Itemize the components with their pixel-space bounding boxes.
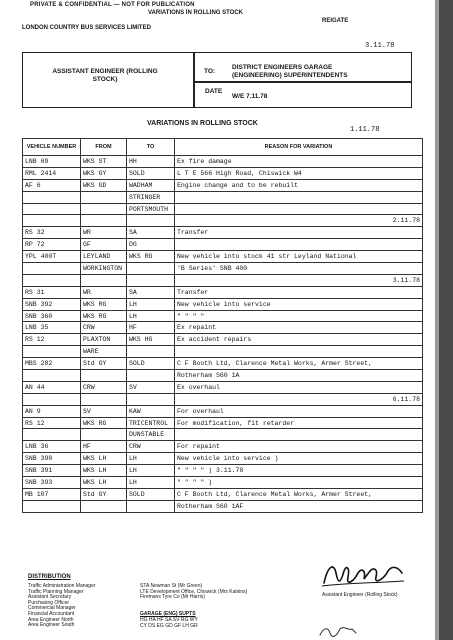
cell-to: WADHAM xyxy=(127,179,175,191)
distribution-entry: STA Newman St (Mr Green) xyxy=(140,583,203,589)
table-row xyxy=(23,453,423,465)
signature-title: Assistant Engineer (Rolling Stock) xyxy=(322,592,398,598)
cell-vehicle-number xyxy=(23,370,81,382)
cell-to: LH xyxy=(127,453,175,465)
to-label: TO: xyxy=(204,68,216,75)
cell-reason: 6.11.78 xyxy=(175,393,423,405)
distribution-entry: Commercial Manager xyxy=(28,605,76,612)
cell-from: WARE xyxy=(81,346,127,358)
cell-to: SA xyxy=(127,286,175,298)
cell-reason: " " " " ) 3.11.78 xyxy=(175,465,423,477)
cell-to xyxy=(127,370,175,382)
cell-vehicle-number: YPL 400T xyxy=(23,251,81,263)
cell-to: CRW xyxy=(127,441,175,453)
cell-vehicle-number: RS 31 xyxy=(23,286,81,298)
table-row xyxy=(23,346,423,358)
table-header-row xyxy=(23,139,423,156)
table-row xyxy=(23,179,423,191)
location: REIGATE xyxy=(322,18,349,24)
cell-reason xyxy=(175,429,423,441)
table-row xyxy=(23,334,423,346)
cell-from: WKS RG xyxy=(81,310,127,322)
distribution-list-internal xyxy=(28,584,128,629)
cell-to xyxy=(127,215,175,227)
address-divider-horizontal xyxy=(193,81,411,83)
cell-from: WKS RG xyxy=(81,417,127,429)
cell-from: WKS LH xyxy=(81,465,127,477)
cell-vehicle-number: AN 44 xyxy=(23,381,81,393)
cell-from xyxy=(81,500,127,512)
cell-reason xyxy=(175,203,423,215)
cell-to: DG xyxy=(127,239,175,251)
cell-reason xyxy=(175,239,423,251)
table-title-date: 1.11.78 xyxy=(350,126,380,134)
garage-codes xyxy=(140,618,210,629)
address-divider-vertical xyxy=(193,53,195,107)
cell-reason xyxy=(175,191,423,203)
table-row xyxy=(23,203,423,215)
cell-from: CRW xyxy=(81,381,127,393)
cell-from: WKS RG xyxy=(81,298,127,310)
cell-vehicle-number: MB 107 xyxy=(23,488,81,500)
cell-vehicle-number xyxy=(23,203,81,215)
cell-to: LH xyxy=(127,465,175,477)
cell-to: LH xyxy=(127,298,175,310)
cell-to: SOLD xyxy=(127,488,175,500)
cell-reason: Rotherham S60 1AF xyxy=(175,500,423,512)
table-row xyxy=(23,322,423,334)
table-row xyxy=(23,298,423,310)
cell-from: HF xyxy=(81,441,127,453)
table-row xyxy=(23,251,423,263)
cell-vehicle-number xyxy=(23,500,81,512)
cell-reason: Ex repaint xyxy=(175,322,423,334)
handwritten-date: 3.11.78 xyxy=(365,42,395,50)
distribution-entry: Traffic Administration Manager xyxy=(28,583,96,589)
cell-from xyxy=(81,191,127,203)
table-row xyxy=(23,358,423,370)
cell-from: WKS GD xyxy=(81,179,127,191)
cell-vehicle-number: LNB 69 xyxy=(23,156,81,168)
confidential-heading: PRIVATE & CONFIDENTIAL — NOT FOR PUBLICATION xyxy=(30,2,195,8)
table-row xyxy=(23,310,423,322)
cell-vehicle-number: SNB 390 xyxy=(23,453,81,465)
date-value: W/E 7.11.78 xyxy=(232,93,268,100)
from-department: ASSISTANT ENGINEER (ROLLING STOCK) xyxy=(52,68,158,83)
table-row xyxy=(23,393,423,405)
cell-to: KAW xyxy=(127,405,175,417)
garage-supts-title: GARAGE (ENG) SUPTS xyxy=(140,611,196,617)
organisation-name: LONDON COUNTRY BUS SERVICES LIMITED xyxy=(22,25,151,31)
cell-vehicle-number xyxy=(23,263,81,275)
cell-from: WR xyxy=(81,286,127,298)
form-subheading: VARIATIONS IN ROLLING STOCK xyxy=(148,10,244,16)
to-recipients: DISTRICT ENGINEERS GARAGE (ENGINEERING) SUPERINTENDENTS xyxy=(232,64,348,79)
table-row xyxy=(23,429,423,441)
cell-reason xyxy=(175,346,423,358)
cell-reason: Ex accident repairs xyxy=(175,334,423,346)
page-edge-dark xyxy=(439,0,453,640)
cell-from: WKS ST xyxy=(81,156,127,168)
cell-reason: For repaint xyxy=(175,441,423,453)
table-title: VARIATIONS IN ROLLING STOCK xyxy=(147,120,258,127)
cell-vehicle-number xyxy=(23,191,81,203)
cell-from: SV xyxy=(81,405,127,417)
table-row xyxy=(23,191,423,203)
cell-vehicle-number: RML 2414 xyxy=(23,167,81,179)
table-row xyxy=(23,405,423,417)
distribution-entry: Area Engineer South xyxy=(28,622,75,629)
cell-to: WKS HG xyxy=(127,334,175,346)
table-row xyxy=(23,465,423,477)
cell-from: WKS GY xyxy=(81,167,127,179)
cell-to: DUNSTABLE xyxy=(127,429,175,441)
table-row xyxy=(23,500,423,512)
distribution-title: DISTRIBUTION xyxy=(28,574,71,580)
distribution-entry: Area Engineer North xyxy=(28,616,74,623)
cell-vehicle-number: SNB 391 xyxy=(23,465,81,477)
cell-from: CRW xyxy=(81,322,127,334)
table-row xyxy=(23,370,423,382)
cell-reason: 2.11.78 xyxy=(175,215,423,227)
cell-vehicle-number xyxy=(23,274,81,286)
signature-image xyxy=(318,559,408,591)
table-row xyxy=(23,167,423,179)
cell-vehicle-number: RP 72 xyxy=(23,239,81,251)
cell-vehicle-number: SNB 360 xyxy=(23,310,81,322)
distribution-entry: Purchasing Officer xyxy=(28,599,70,606)
cell-from xyxy=(81,274,127,286)
cell-from: Std GY xyxy=(81,358,127,370)
cell-vehicle-number: SNB 392 xyxy=(23,298,81,310)
cell-from: WR xyxy=(81,227,127,239)
cell-reason: C F Booth Ltd, Clarence Metal Works, Armer Street, xyxy=(175,358,423,370)
distribution-entry: LTE Development Office, Chiswick (Mrs Kalnins) xyxy=(140,588,248,595)
cell-vehicle-number xyxy=(23,346,81,358)
header-to: TO xyxy=(127,139,175,156)
distribution-entry: Assistant Secretary xyxy=(28,594,72,601)
initials-stamp xyxy=(318,625,358,639)
cell-from xyxy=(81,370,127,382)
cell-to xyxy=(127,500,175,512)
cell-from: PLAXTON xyxy=(81,334,127,346)
cell-reason: 'B Series' SNB 400 xyxy=(175,263,423,275)
variations-table xyxy=(22,138,423,513)
cell-vehicle-number: LNB 35 xyxy=(23,322,81,334)
cell-to: TRICENTROL xyxy=(127,417,175,429)
cell-reason: 3.11.78 xyxy=(175,274,423,286)
cell-reason: " " " " xyxy=(175,310,423,322)
table-row xyxy=(23,381,423,393)
cell-vehicle-number xyxy=(23,215,81,227)
cell-reason: New vehicle into service ) xyxy=(175,453,423,465)
cell-vehicle-number: RS 12 xyxy=(23,417,81,429)
table-row xyxy=(23,441,423,453)
cell-vehicle-number: RS 32 xyxy=(23,227,81,239)
cell-reason: For overhaul xyxy=(175,405,423,417)
cell-to: HF xyxy=(127,322,175,334)
table-row xyxy=(23,215,423,227)
cell-reason: For modification, fit retarder xyxy=(175,417,423,429)
cell-from xyxy=(81,203,127,215)
header-vehicle-number: VEHICLE NUMBER xyxy=(23,139,81,156)
date-label: DATE xyxy=(205,88,223,95)
cell-reason: Engine change and to be rebuilt xyxy=(175,179,423,191)
distribution-entry: Traffic Planning Manager xyxy=(28,588,84,595)
cell-vehicle-number xyxy=(23,429,81,441)
table-row xyxy=(23,239,423,251)
garage-code-line: CY DS EG GD GF LH GR xyxy=(140,622,198,629)
cell-reason: Rotherham S60 1A xyxy=(175,370,423,382)
cell-from: WKS LH xyxy=(81,453,127,465)
table-row xyxy=(23,286,423,298)
cell-to: LH xyxy=(127,310,175,322)
cell-from: Std GY xyxy=(81,488,127,500)
cell-to: LH xyxy=(127,477,175,489)
cell-to: SOLD xyxy=(127,358,175,370)
cell-vehicle-number: AF 6 xyxy=(23,179,81,191)
distribution-entry: Firemans Tyre Co (Mr Harris) xyxy=(140,594,205,601)
cell-to: SV xyxy=(127,381,175,393)
cell-vehicle-number: RS 12 xyxy=(23,334,81,346)
cell-to: STRINGER xyxy=(127,191,175,203)
cell-to: SOLD xyxy=(127,167,175,179)
cell-reason: Transfer xyxy=(175,286,423,298)
cell-vehicle-number: SNB 393 xyxy=(23,477,81,489)
cell-to: PORTSMOUTH xyxy=(127,203,175,215)
cell-to xyxy=(127,274,175,286)
distribution-list-external xyxy=(140,584,270,601)
cell-reason: " " " " ) xyxy=(175,477,423,489)
header-reason: REASON FOR VARIATION xyxy=(175,139,423,156)
cell-to xyxy=(127,263,175,275)
header-from: FROM xyxy=(81,139,127,156)
cell-to xyxy=(127,346,175,358)
cell-to: WKS RG xyxy=(127,251,175,263)
cell-to: SA xyxy=(127,227,175,239)
cell-from xyxy=(81,215,127,227)
garage-code-line: HG HA HF SA SV RG WY xyxy=(140,617,198,623)
cell-reason: L T E 566 High Road, Chiswick W4 xyxy=(175,167,423,179)
table-row xyxy=(23,488,423,500)
cell-reason: Ex overhaul xyxy=(175,381,423,393)
cell-vehicle-number: AN 9 xyxy=(23,405,81,417)
cell-reason: C F Booth Ltd, Clarence Metal Works, Armer Street, xyxy=(175,488,423,500)
cell-to xyxy=(127,393,175,405)
cell-from xyxy=(81,429,127,441)
cell-reason: Ex fire damage xyxy=(175,156,423,168)
cell-vehicle-number: MBS 282 xyxy=(23,358,81,370)
cell-from: LEYLAND xyxy=(81,251,127,263)
table-row xyxy=(23,227,423,239)
table-row xyxy=(23,417,423,429)
cell-reason: New vehicle into service xyxy=(175,298,423,310)
table-row xyxy=(23,263,423,275)
cell-from xyxy=(81,393,127,405)
cell-vehicle-number: LNB 36 xyxy=(23,441,81,453)
table-row xyxy=(23,274,423,286)
cell-vehicle-number xyxy=(23,393,81,405)
cell-from: WORKINGTON xyxy=(81,263,127,275)
table-row xyxy=(23,156,423,168)
distribution-entry: Financial Accountant xyxy=(28,610,75,617)
cell-from: GF xyxy=(81,239,127,251)
cell-from: WKS LH xyxy=(81,477,127,489)
cell-reason: Transfer xyxy=(175,227,423,239)
table-row xyxy=(23,477,423,489)
cell-reason: New vehicle into stock 41 str Leyland National xyxy=(175,251,423,263)
cell-to: HH xyxy=(127,156,175,168)
